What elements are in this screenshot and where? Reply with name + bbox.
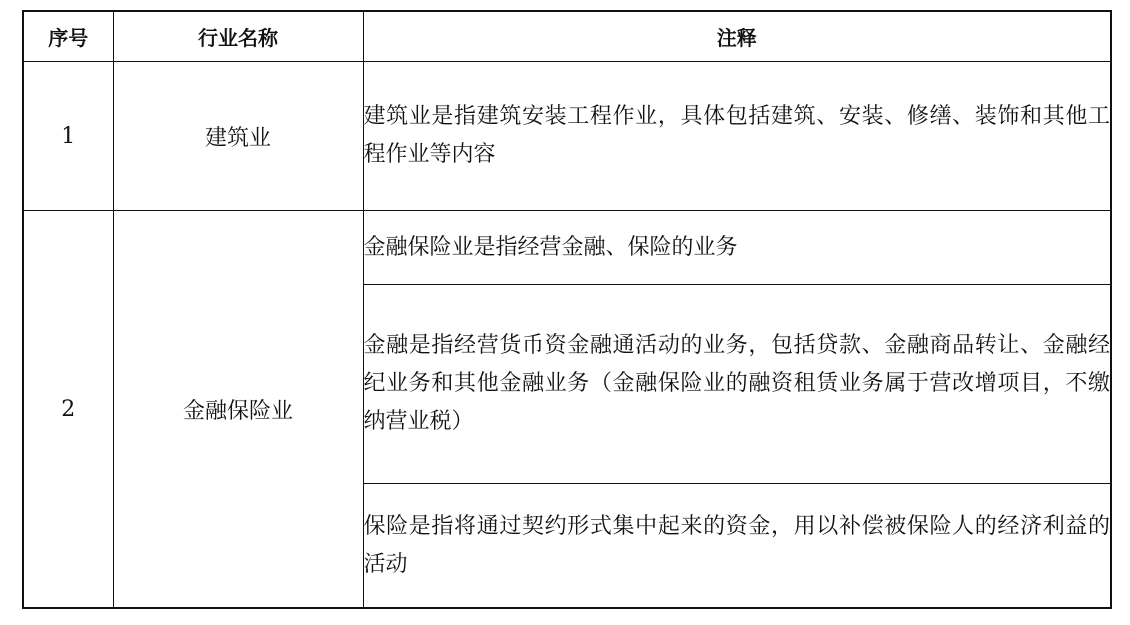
serial-number-cell: 1 — [23, 62, 113, 211]
serial-number-cell: 2 — [23, 211, 113, 609]
industry-table — [22, 10, 1112, 609]
header-row — [23, 11, 1111, 62]
header-serial-number: 序号 — [23, 11, 113, 62]
note-cell: 金融是指经营货币资金融通活动的业务，包括贷款、金融商品转让、金融经纪业务和其他金融业务（金融保险业的融资租赁业务属于营改增项目，不缴纳营业税） — [363, 285, 1111, 484]
header-notes: 注释 — [363, 11, 1111, 62]
table-row — [23, 211, 1111, 285]
note-cell: 建筑业是指建筑安装工程作业，具体包括建筑、安装、修缮、装饰和其他工程作业等内容 — [363, 62, 1111, 211]
note-cell: 金融保险业是指经营金融、保险的业务 — [363, 211, 1111, 285]
note-cell: 保险是指将通过契约形式集中起来的资金，用以补偿被保险人的经济利益的活动 — [363, 484, 1111, 609]
industry-name-cell: 金融保险业 — [113, 211, 363, 609]
header-industry-name: 行业名称 — [113, 11, 363, 62]
table-row — [23, 62, 1111, 211]
industry-name-cell: 建筑业 — [113, 62, 363, 211]
